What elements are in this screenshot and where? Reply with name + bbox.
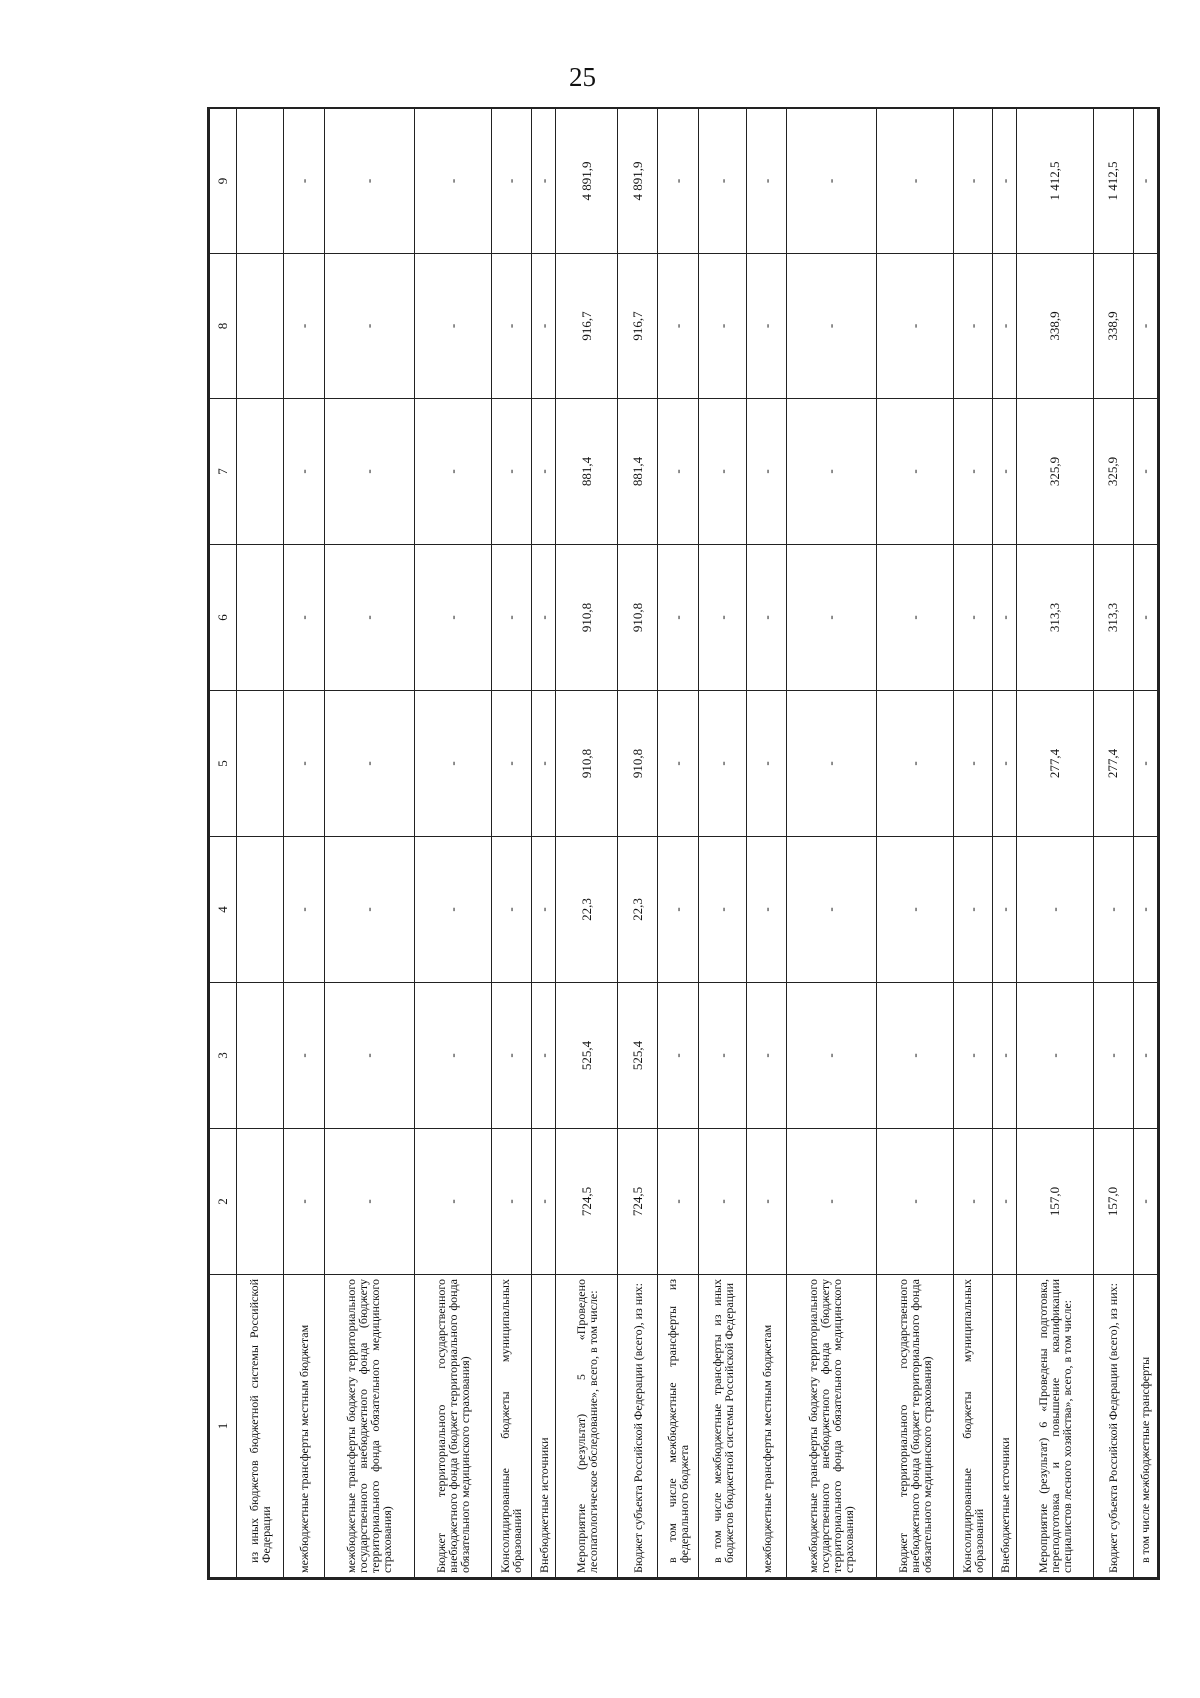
table-row xyxy=(284,109,325,1578)
row-label: Бюджет территориального государственного внебюджетного фонда (бюджет территориального фонда обязательного медицинского страхования) xyxy=(876,1275,953,1578)
table-cell: - xyxy=(876,254,953,399)
table-cell: - xyxy=(699,254,747,399)
table-cell: - xyxy=(953,545,993,691)
table-cell: - xyxy=(876,1129,953,1275)
table-cell: - xyxy=(532,1129,556,1275)
table-cell: 4 891,9 xyxy=(617,109,658,254)
table-cell: - xyxy=(284,254,325,399)
table-cell: - xyxy=(532,254,556,399)
table-cell: 881,4 xyxy=(556,399,617,545)
table-cell: - xyxy=(953,254,993,399)
table-cell: - xyxy=(786,1129,876,1275)
table-cell: 277,4 xyxy=(1017,691,1094,837)
table-cell: - xyxy=(324,109,414,254)
table-cell: - xyxy=(284,545,325,691)
table-cell: - xyxy=(532,691,556,837)
table-header-row xyxy=(210,109,237,1578)
row-label: межбюджетные трансферты бюджету территориального государственного внебюджетного фонда (бюджету территориального фонда обязательного медицинского страхования) xyxy=(324,1275,414,1578)
table-cell: - xyxy=(747,691,787,837)
table-row xyxy=(532,109,556,1578)
table-cell: - xyxy=(658,399,699,545)
table-cell: - xyxy=(786,983,876,1129)
table-cell: 1 412,5 xyxy=(1094,109,1134,254)
row-label: Внебюджетные источники xyxy=(532,1275,556,1578)
table-cell: - xyxy=(993,837,1017,983)
table-cell: 910,8 xyxy=(617,545,658,691)
table-cell xyxy=(237,1129,284,1275)
table-cell: 157,0 xyxy=(1017,1129,1094,1275)
table-cell: 325,9 xyxy=(1017,399,1094,545)
table-cell: - xyxy=(993,109,1017,254)
table-cell: - xyxy=(1094,837,1134,983)
table-cell: - xyxy=(786,254,876,399)
table-cell xyxy=(237,545,284,691)
row-label: Мероприятие (результат) 5 «Проведено лесопатологическое обследование», всего, в том числе: xyxy=(556,1275,617,1578)
row-label: в том числе межбюджетные трансферты из федерального бюджета xyxy=(658,1275,699,1578)
table-row xyxy=(876,109,953,1578)
table-row xyxy=(747,109,787,1578)
table-row xyxy=(237,109,284,1578)
table-cell xyxy=(237,399,284,545)
table-cell: - xyxy=(491,837,532,983)
table-cell: - xyxy=(491,691,532,837)
table-cell: 22,3 xyxy=(556,837,617,983)
row-label: межбюджетные трансферты бюджету территориального государственного внебюджетного фонда (бюджету территориального фонда обязательного медицинского страхования) xyxy=(786,1275,876,1578)
budget-table xyxy=(209,108,1158,1578)
table-cell: 724,5 xyxy=(617,1129,658,1275)
table-cell: - xyxy=(1017,837,1094,983)
column-header: 5 xyxy=(210,691,237,837)
table-cell: - xyxy=(532,109,556,254)
table-cell: - xyxy=(747,545,787,691)
table-row xyxy=(414,109,491,1578)
table-cell: - xyxy=(284,109,325,254)
table-cell: - xyxy=(284,837,325,983)
table-row xyxy=(1017,109,1094,1578)
table-cell: - xyxy=(658,837,699,983)
table-cell: 916,7 xyxy=(556,254,617,399)
table-cell: - xyxy=(699,399,747,545)
table-cell: - xyxy=(993,545,1017,691)
table-body xyxy=(237,109,1158,1578)
column-header: 6 xyxy=(210,545,237,691)
column-header: 3 xyxy=(210,983,237,1129)
table-cell: - xyxy=(786,837,876,983)
row-label: в том числе межбюджетные трансферты xyxy=(1133,1275,1157,1578)
table-cell: - xyxy=(414,399,491,545)
row-label: Внебюджетные источники xyxy=(993,1275,1017,1578)
table-cell xyxy=(237,254,284,399)
table-cell: - xyxy=(491,983,532,1129)
table-cell: - xyxy=(747,399,787,545)
table-cell: - xyxy=(491,109,532,254)
row-label: в том числе межбюджетные трансферты из иных бюджетов бюджетной системы Российской Федерации xyxy=(699,1275,747,1578)
column-header: 2 xyxy=(210,1129,237,1275)
table-cell: - xyxy=(491,545,532,691)
table-cell: - xyxy=(953,983,993,1129)
table-cell: - xyxy=(532,983,556,1129)
table-cell: - xyxy=(324,545,414,691)
table-cell: - xyxy=(1094,983,1134,1129)
row-label: Бюджет территориального государственного внебюджетного фонда (бюджет территориального фонда обязательного медицинского страхования) xyxy=(414,1275,491,1578)
table-cell: - xyxy=(324,1129,414,1275)
table-cell: - xyxy=(953,1129,993,1275)
table-cell: - xyxy=(324,691,414,837)
table-cell: - xyxy=(414,1129,491,1275)
row-label: межбюджетные трансферты местным бюджетам xyxy=(284,1275,325,1578)
table-cell: - xyxy=(1133,399,1157,545)
table-cell: - xyxy=(1133,983,1157,1129)
row-label: Консолидированные бюджеты муниципальных образований xyxy=(953,1275,993,1578)
table-cell: - xyxy=(324,254,414,399)
table-cell: 910,8 xyxy=(617,691,658,837)
table-cell: - xyxy=(324,837,414,983)
table-cell: - xyxy=(284,1129,325,1275)
table-cell: - xyxy=(284,691,325,837)
table-cell: - xyxy=(953,691,993,837)
table-cell: - xyxy=(993,254,1017,399)
table-cell: - xyxy=(876,983,953,1129)
table-cell: - xyxy=(532,399,556,545)
table-cell: - xyxy=(324,983,414,1129)
column-header: 1 xyxy=(210,1275,237,1578)
column-header: 7 xyxy=(210,399,237,545)
table-cell: - xyxy=(414,545,491,691)
table-cell: 525,4 xyxy=(556,983,617,1129)
table-cell: - xyxy=(699,1129,747,1275)
table-cell: 157,0 xyxy=(1094,1129,1134,1275)
table-row xyxy=(786,109,876,1578)
row-label: Мероприятие (результат) 6 «Проведены подготовка, переподготовка и повышение квалификации специалистов лесного хозяйства», всего, в том числе: xyxy=(1017,1275,1094,1578)
table-cell: 22,3 xyxy=(617,837,658,983)
table-cell: 910,8 xyxy=(556,691,617,837)
table-cell: - xyxy=(1133,1129,1157,1275)
row-label: межбюджетные трансферты местным бюджетам xyxy=(747,1275,787,1578)
table-cell: - xyxy=(786,399,876,545)
table-cell: - xyxy=(953,399,993,545)
table-cell: 724,5 xyxy=(556,1129,617,1275)
table-cell: - xyxy=(414,109,491,254)
table-cell: - xyxy=(1133,691,1157,837)
table-cell: - xyxy=(747,983,787,1129)
table-cell: - xyxy=(953,109,993,254)
table-cell xyxy=(237,691,284,837)
table-cell: 338,9 xyxy=(1017,254,1094,399)
table-cell xyxy=(237,837,284,983)
table-cell: - xyxy=(786,109,876,254)
table-cell: - xyxy=(1133,545,1157,691)
table-cell: - xyxy=(414,837,491,983)
table-row xyxy=(699,109,747,1578)
table-cell: 313,3 xyxy=(1094,545,1134,691)
table-cell: - xyxy=(532,837,556,983)
table-row xyxy=(953,109,993,1578)
table-cell: - xyxy=(876,545,953,691)
table-row xyxy=(617,109,658,1578)
table-cell: - xyxy=(699,545,747,691)
column-header: 9 xyxy=(210,109,237,254)
table-cell xyxy=(237,109,284,254)
table-cell xyxy=(237,983,284,1129)
table-cell: - xyxy=(1133,254,1157,399)
table-row xyxy=(556,109,617,1578)
table-cell: - xyxy=(786,691,876,837)
table-cell: - xyxy=(414,691,491,837)
table-cell: - xyxy=(747,254,787,399)
table-cell: - xyxy=(1133,109,1157,254)
table-cell: - xyxy=(699,837,747,983)
table-row xyxy=(993,109,1017,1578)
table-cell: - xyxy=(876,691,953,837)
table-cell: - xyxy=(658,254,699,399)
table-cell: - xyxy=(658,545,699,691)
table-cell: - xyxy=(491,1129,532,1275)
table-row xyxy=(1133,109,1157,1578)
table-cell: - xyxy=(747,1129,787,1275)
table-cell: - xyxy=(747,109,787,254)
table-cell: - xyxy=(699,983,747,1129)
table-cell: - xyxy=(491,254,532,399)
table-row xyxy=(658,109,699,1578)
table-cell: - xyxy=(658,983,699,1129)
table-cell: - xyxy=(414,983,491,1129)
table-cell: 313,3 xyxy=(1017,545,1094,691)
table-cell: - xyxy=(876,399,953,545)
table-cell: - xyxy=(747,837,787,983)
table-cell: - xyxy=(658,109,699,254)
row-label: из иных бюджетов бюджетной системы Российской Федерации xyxy=(237,1275,284,1578)
table-cell: - xyxy=(414,254,491,399)
page-number: 25 xyxy=(569,62,596,92)
table-cell: 910,8 xyxy=(556,545,617,691)
table-cell: - xyxy=(284,399,325,545)
table-row xyxy=(491,109,532,1578)
row-label: Бюджет субъекта Российской Федерации (всего), из них: xyxy=(617,1275,658,1578)
table-cell: - xyxy=(993,1129,1017,1275)
table-cell: 525,4 xyxy=(617,983,658,1129)
column-header: 8 xyxy=(210,254,237,399)
table-cell: - xyxy=(284,983,325,1129)
table-cell: 1 412,5 xyxy=(1017,109,1094,254)
table-cell: - xyxy=(1017,983,1094,1129)
table-cell: - xyxy=(699,691,747,837)
table-cell: 4 891,9 xyxy=(556,109,617,254)
table-row xyxy=(1094,109,1134,1578)
table-cell: - xyxy=(658,1129,699,1275)
table-cell: - xyxy=(1133,837,1157,983)
table-cell: 325,9 xyxy=(1094,399,1134,545)
table-cell: 277,4 xyxy=(1094,691,1134,837)
table-cell: - xyxy=(324,399,414,545)
table-cell: - xyxy=(658,691,699,837)
table-cell: - xyxy=(993,983,1017,1129)
table-cell: - xyxy=(876,109,953,254)
table-row xyxy=(324,109,414,1578)
rotated-table-wrapper xyxy=(209,109,1158,1578)
table-cell: 916,7 xyxy=(617,254,658,399)
table-cell: - xyxy=(491,399,532,545)
table-cell: - xyxy=(953,837,993,983)
table-cell: 338,9 xyxy=(1094,254,1134,399)
table-cell: - xyxy=(699,109,747,254)
table-cell: - xyxy=(993,399,1017,545)
table-cell: 881,4 xyxy=(617,399,658,545)
table-cell: - xyxy=(786,545,876,691)
column-header: 4 xyxy=(210,837,237,983)
row-label: Бюджет субъекта Российской Федерации (всего), из них: xyxy=(1094,1275,1134,1578)
table-cell: - xyxy=(532,545,556,691)
row-label: Консолидированные бюджеты муниципальных образований xyxy=(491,1275,532,1578)
table-cell: - xyxy=(993,691,1017,837)
table-cell: - xyxy=(876,837,953,983)
